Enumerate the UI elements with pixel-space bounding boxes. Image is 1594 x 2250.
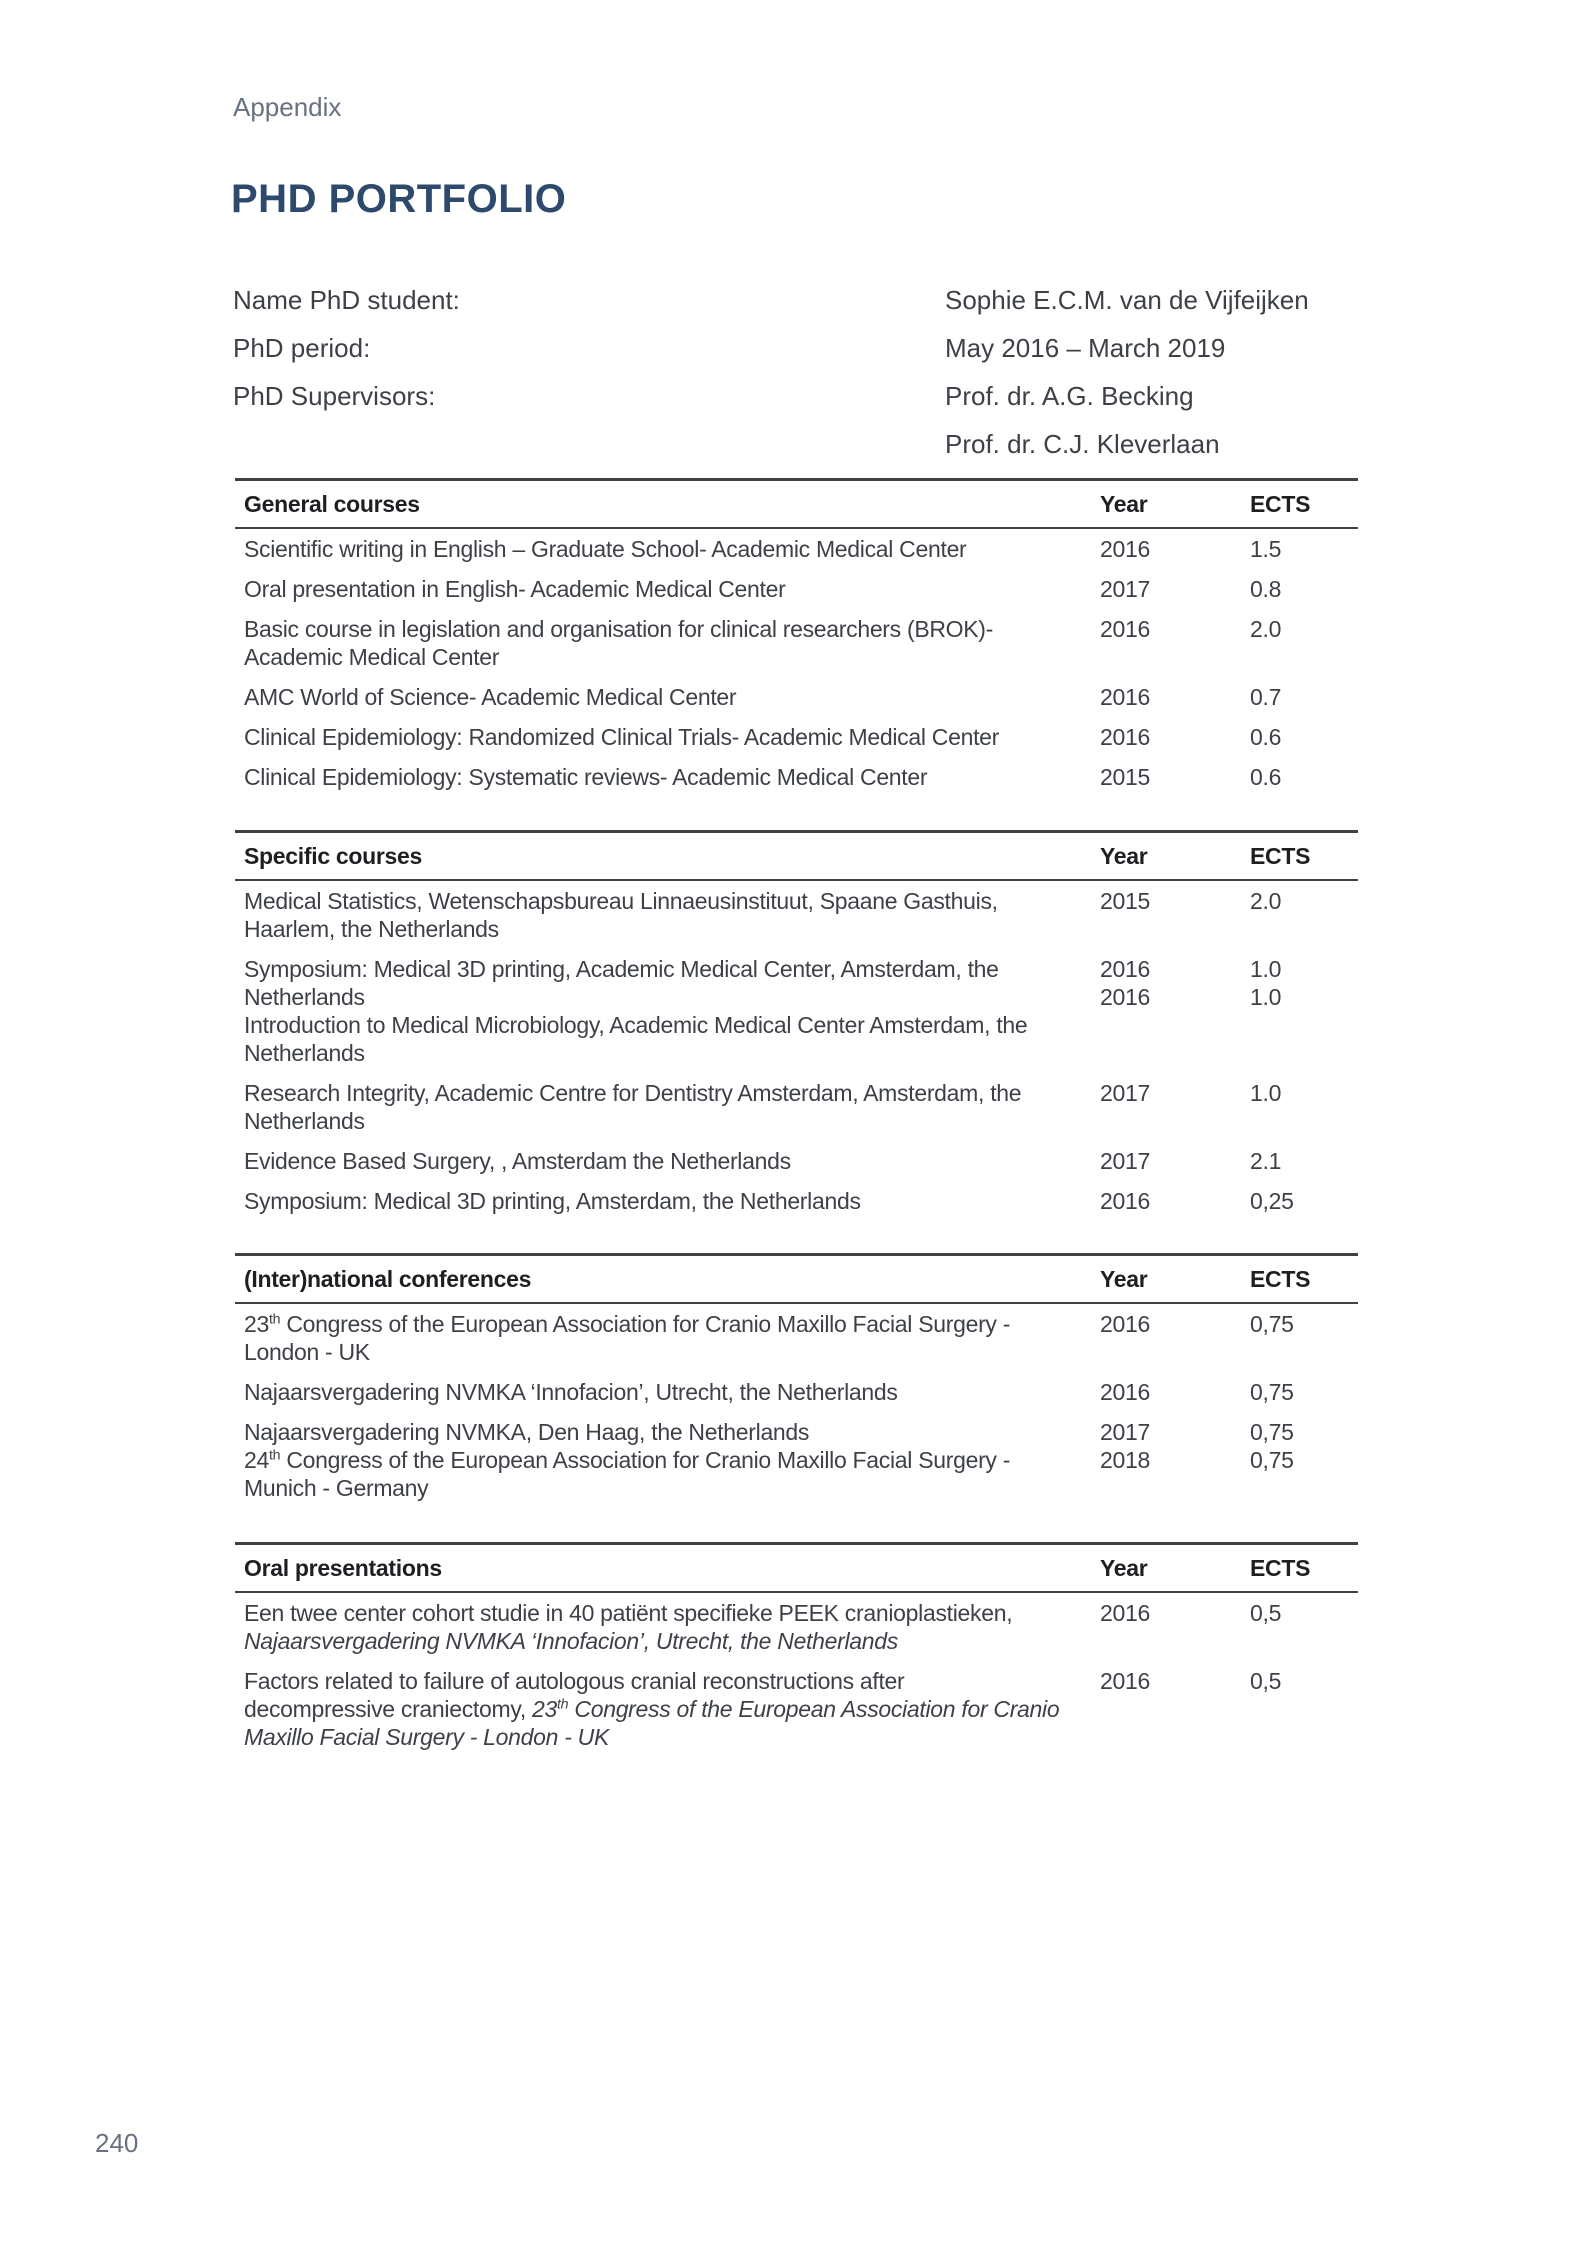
table-row	[235, 1141, 1358, 1181]
course-line	[244, 1147, 1100, 1175]
table-header-row	[235, 830, 1358, 881]
text-segment: Clinical Epidemiology: Systematic reviews- Academic Medical Center	[244, 764, 928, 790]
info-label: Name PhD student:	[233, 285, 460, 315]
text-segment: 23	[244, 1311, 269, 1337]
page-number: 240	[95, 2128, 139, 2158]
ordinal-suffix: th	[268, 1311, 281, 1328]
info-row	[233, 429, 1358, 477]
year-value: 2016	[1100, 1668, 1150, 1694]
text-segment: Congress of the European Association for Cranio Maxillo Facial Surgery -	[280, 1311, 1011, 1337]
table-row	[235, 757, 1358, 797]
ects-cell	[1250, 1147, 1358, 1175]
table-header-row	[235, 478, 1358, 529]
year-column-header: Year	[1100, 843, 1148, 869]
course-line	[244, 1474, 1100, 1502]
course-cell	[235, 683, 1100, 711]
info-label: PhD period:	[233, 333, 371, 363]
ects-value: 0,75	[1250, 1447, 1294, 1473]
year-value: 2015	[1100, 888, 1150, 914]
year-value: 2017	[1100, 576, 1150, 602]
year-cell	[1100, 763, 1250, 791]
ects-column-header: ECTS	[1250, 491, 1311, 517]
course-cell	[235, 535, 1100, 563]
ects-value: 0.6	[1250, 764, 1282, 790]
text-segment: Symposium: Medical 3D printing, Amsterdam, the Netherlands	[244, 1188, 861, 1214]
text-segment: AMC World of Science- Academic Medical Center	[244, 684, 737, 710]
year-cell	[1100, 1667, 1250, 1695]
year-column-header: Year	[1100, 1266, 1148, 1292]
year-cell	[1100, 575, 1250, 603]
phd-info-block	[233, 285, 1358, 477]
course-line	[244, 1667, 1100, 1695]
text-segment: Maxillo Facial Surgery - London - UK	[244, 1724, 610, 1750]
ects-value: 0,5	[1250, 1600, 1282, 1626]
ects-cell	[1250, 1418, 1358, 1474]
course-cell	[235, 763, 1100, 791]
course-line	[244, 1039, 1100, 1067]
course-line	[244, 1378, 1100, 1406]
course-line	[244, 683, 1100, 711]
appendix-label: Appendix	[233, 92, 342, 122]
table-title: Specific courses	[244, 843, 423, 869]
ects-cell	[1250, 887, 1358, 915]
table-row	[235, 609, 1358, 677]
ects-column-header: ECTS	[1250, 843, 1311, 869]
text-segment: Najaarsvergadering NVMKA, Den Haag, the Netherlands	[244, 1419, 810, 1445]
text-segment: Munich - Germany	[244, 1475, 429, 1501]
year-value: 2015	[1100, 764, 1150, 790]
text-segment: 23	[532, 1696, 558, 1722]
year-value: 2016	[1100, 956, 1150, 982]
course-line	[244, 1599, 1100, 1627]
info-row	[233, 381, 1358, 429]
ects-cell	[1250, 955, 1358, 1011]
course-line	[244, 1695, 1100, 1723]
ects-value: 0.6	[1250, 724, 1282, 750]
course-line	[244, 887, 1100, 915]
year-cell	[1100, 955, 1250, 1011]
ects-value: 0,25	[1250, 1188, 1294, 1214]
info-label: PhD Supervisors:	[233, 381, 436, 411]
course-cell	[235, 723, 1100, 751]
course-line	[244, 535, 1100, 563]
year-cell	[1100, 1079, 1250, 1107]
ects-cell	[1250, 615, 1358, 643]
table-row	[235, 569, 1358, 609]
course-line	[244, 723, 1100, 751]
course-line	[244, 1723, 1100, 1751]
year-value: 2016	[1100, 684, 1150, 710]
year-column-header: Year	[1100, 1555, 1148, 1581]
year-value: 2017	[1100, 1148, 1150, 1174]
table-row	[235, 677, 1358, 717]
ects-cell	[1250, 763, 1358, 791]
text-segment: Najaarsvergadering NVMKA ‘Innofacion’, Utrecht, the Netherlands	[244, 1379, 898, 1405]
course-cell	[235, 887, 1100, 943]
text-segment: Clinical Epidemiology: Randomized Clinical Trials- Academic Medical Center	[244, 724, 1000, 750]
year-cell	[1100, 723, 1250, 751]
ects-cell	[1250, 1187, 1358, 1215]
table-row	[235, 1304, 1358, 1372]
course-line	[244, 1107, 1100, 1135]
ects-column-header: ECTS	[1250, 1555, 1311, 1581]
year-value: 2016	[1100, 1188, 1150, 1214]
text-segment: Introduction to Medical Microbiology, Academic Medical Center Amsterdam, the	[244, 1012, 1028, 1038]
table-title: (Inter)national conferences	[244, 1266, 532, 1292]
text-segment: Een twee center cohort studie in 40 patiënt specifieke PEEK cranioplastieken,	[244, 1600, 1013, 1626]
table-row	[235, 1073, 1358, 1141]
year-cell	[1100, 887, 1250, 915]
course-cell	[235, 1079, 1100, 1135]
ects-value: 1.0	[1250, 956, 1282, 982]
text-segment: Medical Statistics, Wetenschapsbureau Linnaeusinstituut, Spaane Gasthuis,	[244, 888, 998, 914]
text-segment: Symposium: Medical 3D printing, Academic Medical Center, Amsterdam, the	[244, 956, 999, 982]
course-line	[244, 763, 1100, 791]
text-segment: Congress of the European Association for Cranio Maxillo Facial Surgery -	[280, 1447, 1011, 1473]
table-row	[235, 717, 1358, 757]
ects-value: 1.0	[1250, 1080, 1282, 1106]
table-row	[235, 1181, 1358, 1221]
year-value: 2016	[1100, 1379, 1150, 1405]
table-row	[235, 529, 1358, 569]
year-column-header: Year	[1100, 491, 1148, 517]
year-value: 2018	[1100, 1447, 1150, 1473]
year-cell	[1100, 1310, 1250, 1338]
course-cell	[235, 615, 1100, 671]
course-line	[244, 1418, 1100, 1446]
course-line	[244, 1079, 1100, 1107]
text-segment: Haarlem, the Netherlands	[244, 916, 499, 942]
course-line	[244, 955, 1100, 983]
text-segment: Netherlands	[244, 1040, 365, 1066]
text-segment: Najaarsvergadering NVMKA ‘Innofacion’, Utrecht, the Netherlands	[244, 1628, 898, 1654]
course-cell	[235, 1418, 1100, 1502]
ects-cell	[1250, 535, 1358, 563]
year-cell	[1100, 535, 1250, 563]
text-segment: Scientific writing in English – Graduate School- Academic Medical Center	[244, 536, 967, 562]
course-cell	[235, 1187, 1100, 1215]
year-value: 2016	[1100, 724, 1150, 750]
portfolio-table	[235, 1542, 1358, 1757]
year-cell	[1100, 683, 1250, 711]
course-line	[244, 1011, 1100, 1039]
page-title: PHD PORTFOLIO	[231, 177, 567, 221]
text-segment: Evidence Based Surgery, , Amsterdam the Netherlands	[244, 1148, 791, 1174]
info-row	[233, 333, 1358, 381]
table-row	[235, 949, 1358, 1073]
ects-value: 0.8	[1250, 576, 1282, 602]
table-row	[235, 1661, 1358, 1757]
text-segment: 24	[244, 1447, 269, 1473]
info-value: May 2016 – March 2019	[945, 333, 1226, 363]
course-cell	[235, 1599, 1100, 1655]
text-segment: Academic Medical Center	[244, 644, 500, 670]
ects-cell	[1250, 1310, 1358, 1338]
text-segment: Factors related to failure of autologous cranial reconstructions after	[244, 1668, 905, 1694]
year-value: 2016	[1100, 616, 1150, 642]
year-value: 2017	[1100, 1419, 1150, 1445]
ects-value: 2.1	[1250, 1148, 1282, 1174]
course-line	[244, 915, 1100, 943]
ects-value: 1.5	[1250, 536, 1282, 562]
table-row	[235, 881, 1358, 949]
text-segment: London - UK	[244, 1339, 370, 1365]
year-cell	[1100, 1187, 1250, 1215]
text-segment: Research Integrity, Academic Centre for Dentistry Amsterdam, Amsterdam, the	[244, 1080, 1022, 1106]
course-cell	[235, 575, 1100, 603]
info-row	[233, 285, 1358, 333]
ordinal-suffix: th	[557, 1696, 569, 1713]
table-title: General courses	[244, 491, 420, 517]
ects-cell	[1250, 1378, 1358, 1406]
ects-value: 0,75	[1250, 1311, 1294, 1337]
ects-value: 2.0	[1250, 616, 1282, 642]
table-title: Oral presentations	[244, 1555, 442, 1581]
text-segment: Congress of the European Association for Cranio	[568, 1696, 1060, 1722]
course-cell	[235, 955, 1100, 1067]
portfolio-table	[235, 478, 1358, 797]
text-segment: Oral presentation in English- Academic Medical Center	[244, 576, 786, 602]
ects-value: 0.7	[1250, 684, 1282, 710]
year-value: 2016	[1100, 1311, 1150, 1337]
course-line	[244, 1187, 1100, 1215]
table-row	[235, 1412, 1358, 1508]
year-value: 2016	[1100, 1600, 1150, 1626]
info-value: Sophie E.C.M. van de Vijfeijken	[945, 285, 1309, 315]
course-line	[244, 983, 1100, 1011]
portfolio-table	[235, 830, 1358, 1221]
year-value: 2016	[1100, 984, 1150, 1010]
ects-value: 0,75	[1250, 1419, 1294, 1445]
ordinal-suffix: th	[268, 1447, 281, 1464]
course-line	[244, 1338, 1100, 1366]
ects-value: 0,75	[1250, 1379, 1294, 1405]
text-segment: Netherlands	[244, 1108, 365, 1134]
ects-cell	[1250, 1667, 1358, 1695]
course-line	[244, 1446, 1100, 1474]
portfolio-table	[235, 1253, 1358, 1508]
text-segment: decompressive craniectomy,	[244, 1696, 533, 1722]
course-cell	[235, 1147, 1100, 1175]
course-line	[244, 1310, 1100, 1338]
year-cell	[1100, 1147, 1250, 1175]
course-cell	[235, 1378, 1100, 1406]
year-cell	[1100, 1418, 1250, 1474]
course-line	[244, 575, 1100, 603]
ects-cell	[1250, 723, 1358, 751]
ects-cell	[1250, 1079, 1358, 1107]
year-cell	[1100, 615, 1250, 643]
year-cell	[1100, 1599, 1250, 1627]
text-segment: Netherlands	[244, 984, 365, 1010]
ects-cell	[1250, 683, 1358, 711]
course-line	[244, 1627, 1100, 1655]
ects-value: 2.0	[1250, 888, 1282, 914]
ects-cell	[1250, 575, 1358, 603]
course-line	[244, 643, 1100, 671]
ects-column-header: ECTS	[1250, 1266, 1311, 1292]
ects-cell	[1250, 1599, 1358, 1627]
course-line	[244, 615, 1100, 643]
ects-value: 1.0	[1250, 984, 1282, 1010]
year-cell	[1100, 1378, 1250, 1406]
text-segment: Basic course in legislation and organisation for clinical researchers (BROK)-	[244, 616, 994, 642]
table-header-row	[235, 1542, 1358, 1593]
year-value: 2016	[1100, 536, 1150, 562]
table-header-row	[235, 1253, 1358, 1304]
course-cell	[235, 1667, 1100, 1751]
course-cell	[235, 1310, 1100, 1366]
year-value: 2017	[1100, 1080, 1150, 1106]
table-row	[235, 1372, 1358, 1412]
ects-value: 0,5	[1250, 1668, 1282, 1694]
table-row	[235, 1593, 1358, 1661]
info-value: Prof. dr. C.J. Kleverlaan	[945, 429, 1220, 459]
info-value: Prof. dr. A.G. Becking	[945, 381, 1194, 411]
